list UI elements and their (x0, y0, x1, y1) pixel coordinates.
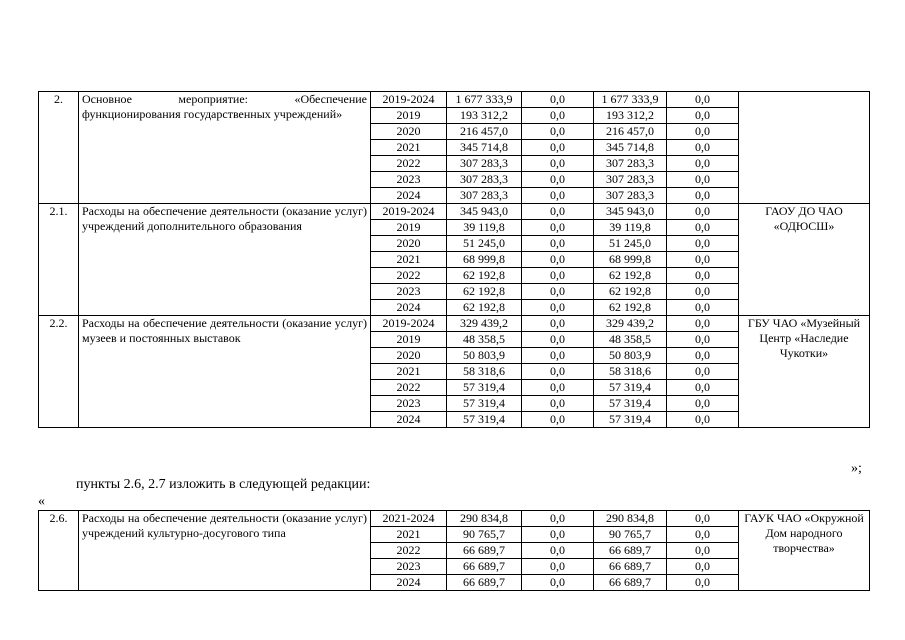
other-amount-cell: 0,0 (667, 268, 739, 284)
period-cell: 2022 (371, 156, 447, 172)
period-cell: 2019 (371, 220, 447, 236)
regional-amount-cell: 62 192,8 (594, 284, 667, 300)
total-amount-cell: 290 834,8 (447, 511, 522, 527)
federal-amount-cell: 0,0 (522, 252, 594, 268)
period-cell: 2020 (371, 124, 447, 140)
other-amount-cell: 0,0 (667, 140, 739, 156)
total-amount-cell: 62 192,8 (447, 300, 522, 316)
regional-amount-cell: 1 677 333,9 (594, 92, 667, 108)
regional-amount-cell: 68 999,8 (594, 252, 667, 268)
federal-amount-cell: 0,0 (522, 380, 594, 396)
federal-amount-cell: 0,0 (522, 396, 594, 412)
period-cell: 2019 (371, 332, 447, 348)
total-amount-cell: 39 119,8 (447, 220, 522, 236)
other-amount-cell: 0,0 (667, 252, 739, 268)
regional-amount-cell: 51 245,0 (594, 236, 667, 252)
other-amount-cell: 0,0 (667, 316, 739, 332)
other-amount-cell: 0,0 (667, 284, 739, 300)
federal-amount-cell: 0,0 (522, 108, 594, 124)
activity-description: Основное мероприятие: «Обеспечение функционирования государственных учреждений» (79, 92, 371, 204)
regional-amount-cell: 290 834,8 (594, 511, 667, 527)
other-amount-cell: 0,0 (667, 511, 739, 527)
total-amount-cell: 48 358,5 (447, 332, 522, 348)
regional-amount-cell: 345 943,0 (594, 204, 667, 220)
regional-amount-cell: 66 689,7 (594, 543, 667, 559)
table-row (39, 204, 870, 220)
total-amount-cell: 57 319,4 (447, 396, 522, 412)
regional-amount-cell: 329 439,2 (594, 316, 667, 332)
funding-table-amended (38, 510, 870, 591)
regional-amount-cell: 39 119,8 (594, 220, 667, 236)
period-cell: 2023 (371, 284, 447, 300)
regional-amount-cell: 66 689,7 (594, 575, 667, 591)
federal-amount-cell: 0,0 (522, 511, 594, 527)
other-amount-cell: 0,0 (667, 396, 739, 412)
total-amount-cell: 66 689,7 (447, 575, 522, 591)
regional-amount-cell: 62 192,8 (594, 268, 667, 284)
federal-amount-cell: 0,0 (522, 412, 594, 428)
other-amount-cell: 0,0 (667, 559, 739, 575)
federal-amount-cell: 0,0 (522, 220, 594, 236)
federal-amount-cell: 0,0 (522, 268, 594, 284)
other-amount-cell: 0,0 (667, 575, 739, 591)
total-amount-cell: 307 283,3 (447, 172, 522, 188)
funding-table-main (38, 91, 870, 428)
federal-amount-cell: 0,0 (522, 140, 594, 156)
period-cell: 2019-2024 (371, 92, 447, 108)
other-amount-cell: 0,0 (667, 543, 739, 559)
other-amount-cell: 0,0 (667, 236, 739, 252)
total-amount-cell: 307 283,3 (447, 156, 522, 172)
total-amount-cell: 51 245,0 (447, 236, 522, 252)
regional-amount-cell: 66 689,7 (594, 559, 667, 575)
period-cell: 2020 (371, 236, 447, 252)
regional-amount-cell: 57 319,4 (594, 396, 667, 412)
activity-description: Расходы на обеспечение деятельности (оказание услуг) учреждений дополнительного образования (79, 204, 371, 316)
total-amount-cell: 216 457,0 (447, 124, 522, 140)
total-amount-cell: 1 677 333,9 (447, 92, 522, 108)
total-amount-cell: 307 283,3 (447, 188, 522, 204)
other-amount-cell: 0,0 (667, 108, 739, 124)
other-amount-cell: 0,0 (667, 220, 739, 236)
activity-description: Расходы на обеспечение деятельности (оказание услуг) музеев и постоянных выставок (79, 316, 371, 428)
period-cell: 2020 (371, 348, 447, 364)
other-amount-cell: 0,0 (667, 300, 739, 316)
other-amount-cell: 0,0 (667, 172, 739, 188)
regional-amount-cell: 90 765,7 (594, 527, 667, 543)
total-amount-cell: 193 312,2 (447, 108, 522, 124)
regional-amount-cell: 62 192,8 (594, 300, 667, 316)
executor-cell: ГАОУ ДО ЧАО «ОДЮСШ» (739, 204, 870, 316)
period-cell: 2021 (371, 364, 447, 380)
total-amount-cell: 90 765,7 (447, 527, 522, 543)
other-amount-cell: 0,0 (667, 124, 739, 140)
regional-amount-cell: 307 283,3 (594, 172, 667, 188)
period-cell: 2024 (371, 300, 447, 316)
total-amount-cell: 66 689,7 (447, 559, 522, 575)
federal-amount-cell: 0,0 (522, 236, 594, 252)
federal-amount-cell: 0,0 (522, 172, 594, 188)
executor-cell: ГБУ ЧАО «Музейный Центр «Наследие Чукотки» (739, 316, 870, 428)
other-amount-cell: 0,0 (667, 204, 739, 220)
period-cell: 2021 (371, 252, 447, 268)
period-cell: 2021 (371, 527, 447, 543)
total-amount-cell: 345 714,8 (447, 140, 522, 156)
executor-cell: ГАУК ЧАО «Окружной Дом народного творчества» (739, 511, 870, 591)
federal-amount-cell: 0,0 (522, 188, 594, 204)
period-cell: 2024 (371, 412, 447, 428)
other-amount-cell: 0,0 (667, 332, 739, 348)
opening-quote: « (38, 494, 45, 509)
regional-amount-cell: 307 283,3 (594, 188, 667, 204)
federal-amount-cell: 0,0 (522, 527, 594, 543)
row-number: 2.2. (39, 316, 79, 428)
period-cell: 2019-2024 (371, 316, 447, 332)
period-cell: 2022 (371, 268, 447, 284)
activity-description: Расходы на обеспечение деятельности (оказание услуг) учреждений культурно-досугового типа (79, 511, 371, 591)
other-amount-cell: 0,0 (667, 364, 739, 380)
total-amount-cell: 62 192,8 (447, 284, 522, 300)
federal-amount-cell: 0,0 (522, 543, 594, 559)
regional-amount-cell: 57 319,4 (594, 380, 667, 396)
federal-amount-cell: 0,0 (522, 332, 594, 348)
federal-amount-cell: 0,0 (522, 575, 594, 591)
regional-amount-cell: 48 358,5 (594, 332, 667, 348)
period-cell: 2024 (371, 575, 447, 591)
period-cell: 2022 (371, 543, 447, 559)
table-row (39, 511, 870, 527)
other-amount-cell: 0,0 (667, 156, 739, 172)
federal-amount-cell: 0,0 (522, 204, 594, 220)
table-row (39, 92, 870, 108)
total-amount-cell: 57 319,4 (447, 412, 522, 428)
row-number: 2.1. (39, 204, 79, 316)
total-amount-cell: 50 803,9 (447, 348, 522, 364)
federal-amount-cell: 0,0 (522, 124, 594, 140)
federal-amount-cell: 0,0 (522, 92, 594, 108)
total-amount-cell: 329 439,2 (447, 316, 522, 332)
other-amount-cell: 0,0 (667, 380, 739, 396)
row-number: 2. (39, 92, 79, 204)
regional-amount-cell: 216 457,0 (594, 124, 667, 140)
federal-amount-cell: 0,0 (522, 316, 594, 332)
period-cell: 2023 (371, 396, 447, 412)
regional-amount-cell: 307 283,3 (594, 156, 667, 172)
federal-amount-cell: 0,0 (522, 348, 594, 364)
federal-amount-cell: 0,0 (522, 156, 594, 172)
period-cell: 2023 (371, 559, 447, 575)
period-cell: 2022 (371, 380, 447, 396)
total-amount-cell: 68 999,8 (447, 252, 522, 268)
total-amount-cell: 66 689,7 (447, 543, 522, 559)
federal-amount-cell: 0,0 (522, 559, 594, 575)
regional-amount-cell: 58 318,6 (594, 364, 667, 380)
other-amount-cell: 0,0 (667, 348, 739, 364)
other-amount-cell: 0,0 (667, 527, 739, 543)
period-cell: 2021-2024 (371, 511, 447, 527)
federal-amount-cell: 0,0 (522, 300, 594, 316)
amendment-intro-text: пункты 2.6, 2.7 изложить в следующей редакции: (76, 477, 371, 492)
total-amount-cell: 62 192,8 (447, 268, 522, 284)
row-number: 2.6. (39, 511, 79, 591)
period-cell: 2023 (371, 172, 447, 188)
total-amount-cell: 58 318,6 (447, 364, 522, 380)
total-amount-cell: 57 319,4 (447, 380, 522, 396)
period-cell: 2021 (371, 140, 447, 156)
other-amount-cell: 0,0 (667, 188, 739, 204)
regional-amount-cell: 193 312,2 (594, 108, 667, 124)
regional-amount-cell: 50 803,9 (594, 348, 667, 364)
executor-cell (739, 92, 870, 204)
total-amount-cell: 345 943,0 (447, 204, 522, 220)
period-cell: 2019-2024 (371, 204, 447, 220)
table-row (39, 316, 870, 332)
regional-amount-cell: 345 714,8 (594, 140, 667, 156)
closing-quote: »; (851, 461, 862, 476)
other-amount-cell: 0,0 (667, 412, 739, 428)
regional-amount-cell: 57 319,4 (594, 412, 667, 428)
federal-amount-cell: 0,0 (522, 364, 594, 380)
period-cell: 2019 (371, 108, 447, 124)
federal-amount-cell: 0,0 (522, 284, 594, 300)
other-amount-cell: 0,0 (667, 92, 739, 108)
period-cell: 2024 (371, 188, 447, 204)
